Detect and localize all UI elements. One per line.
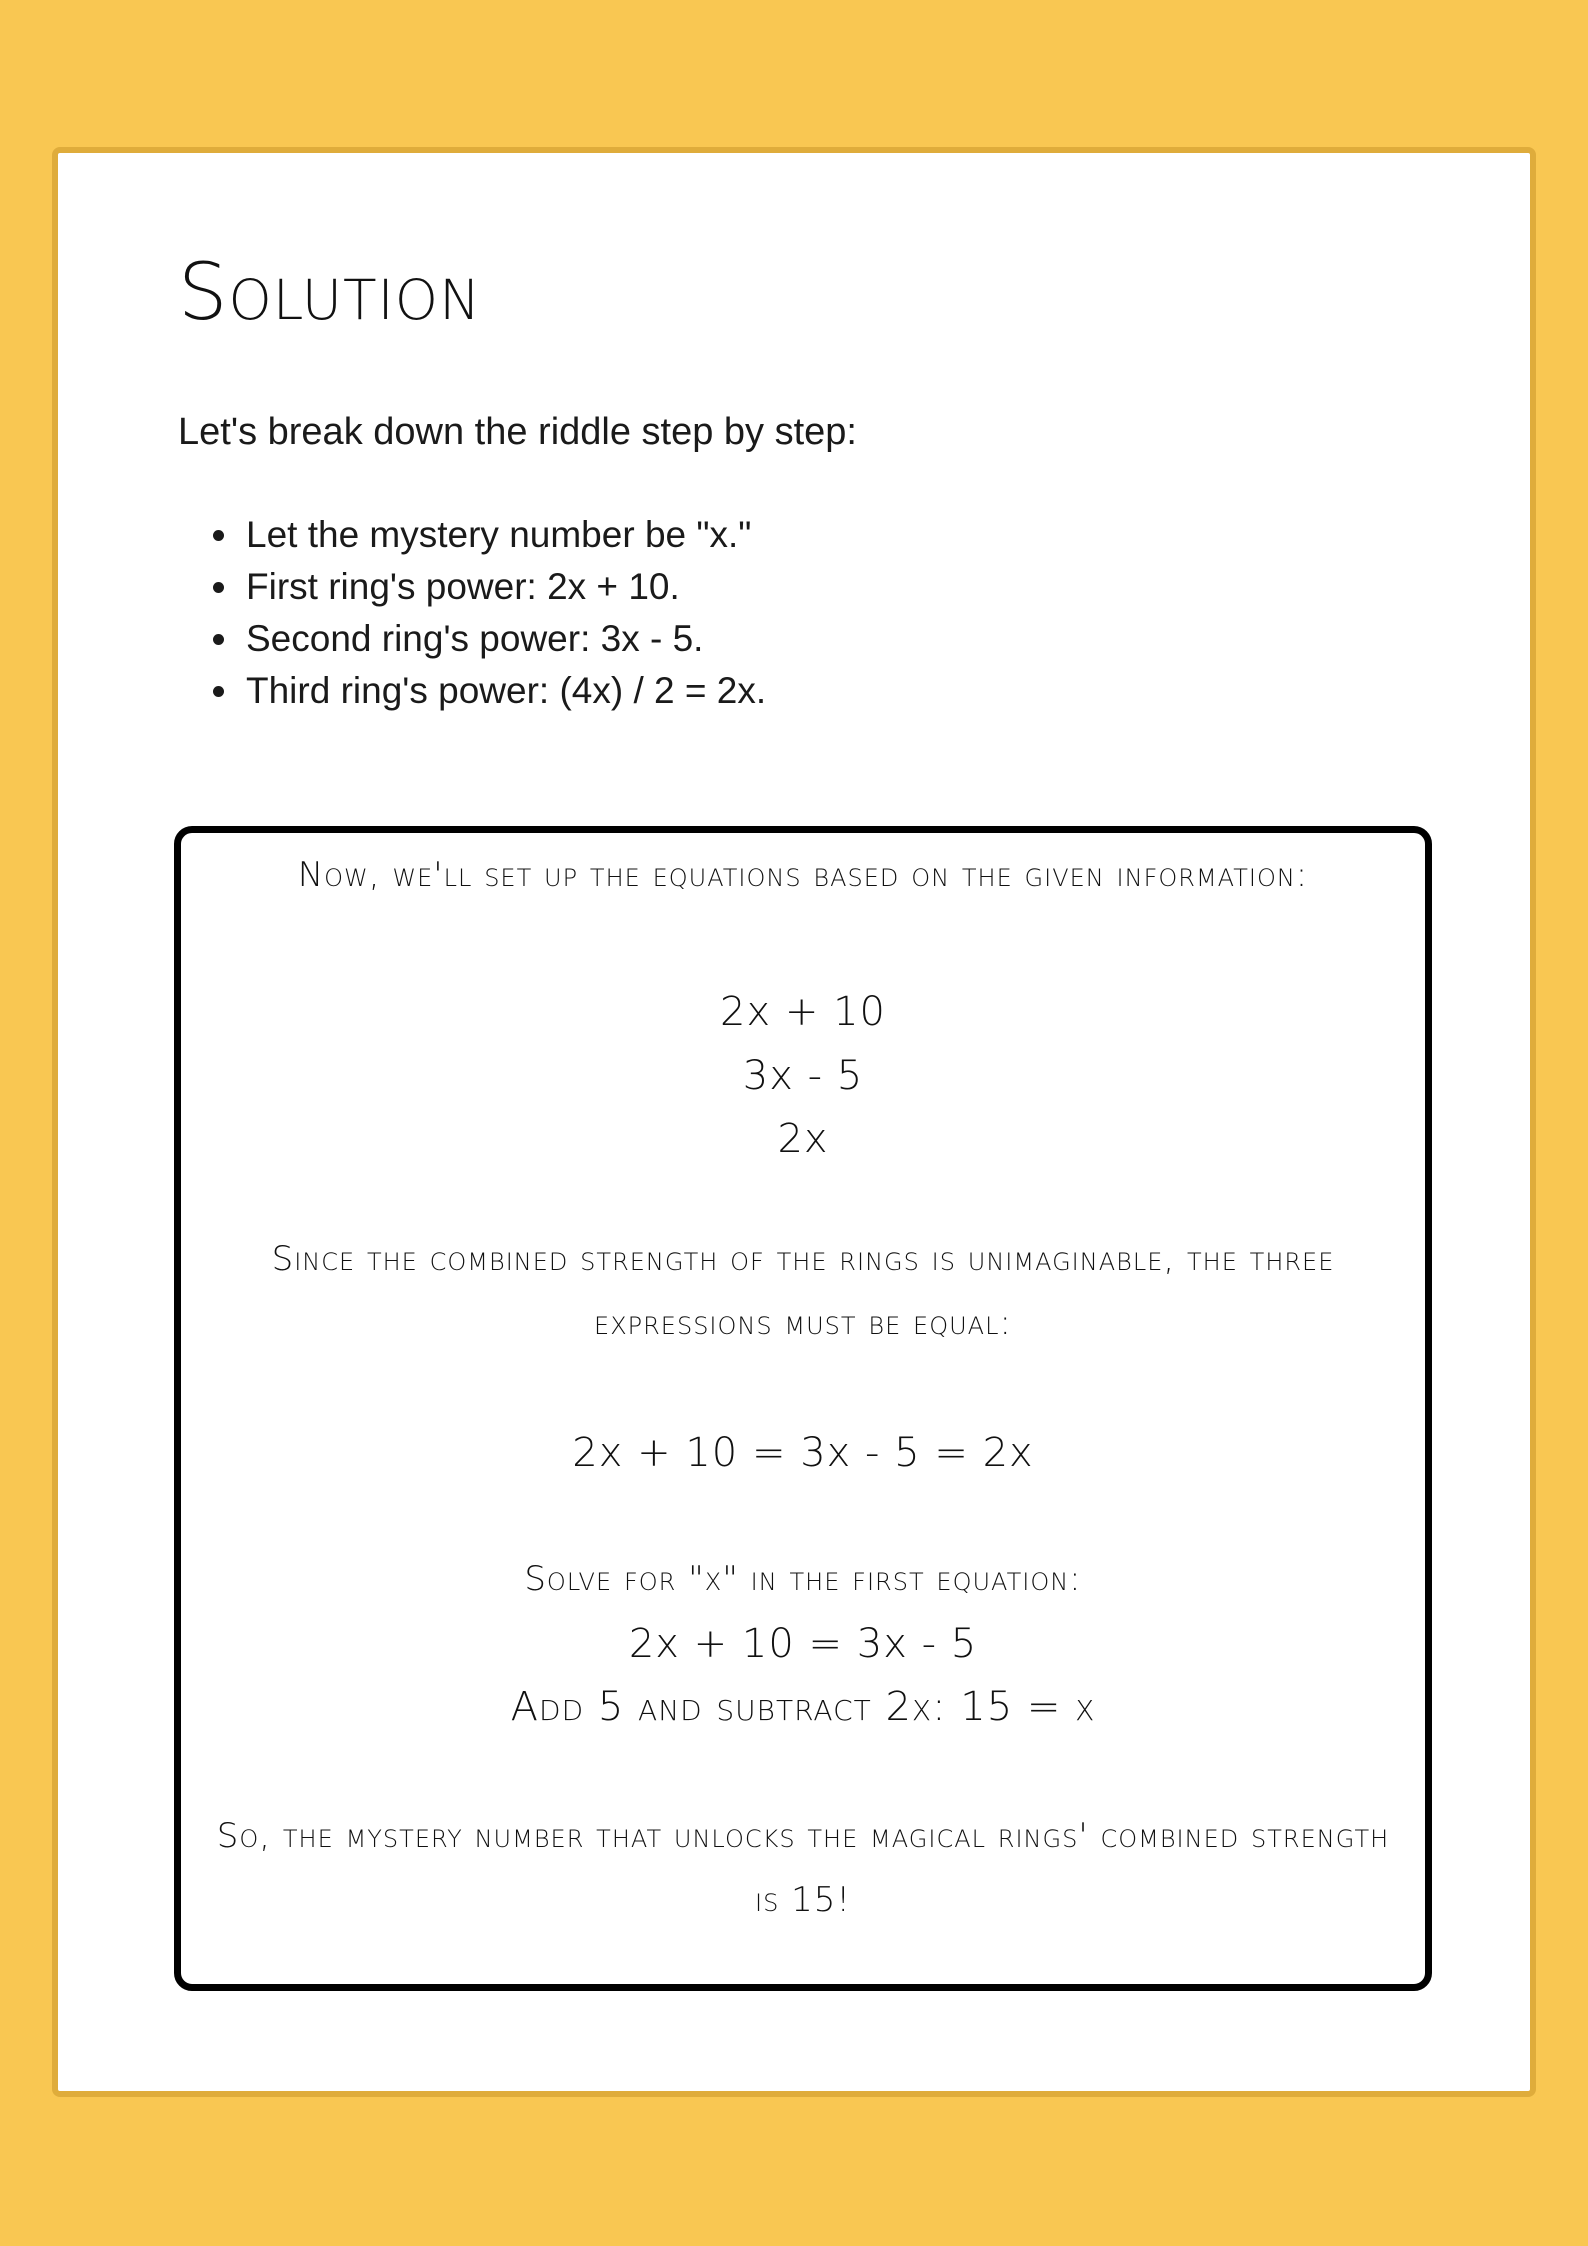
conclusion-text: So, the mystery number that unlocks the magical rings' combined strength is 15! xyxy=(216,1816,1390,1920)
steps-list xyxy=(178,509,766,717)
page-title: Solution xyxy=(178,248,482,338)
setup-text: Now, we'll set up the equations based on the given information: xyxy=(297,855,1309,895)
solve-text: Solve for "x" in the first equation: xyxy=(524,1559,1082,1599)
list-item: • Let the mystery number be "x." xyxy=(242,509,766,561)
solution-card xyxy=(52,147,1536,2097)
solve-equation: 2x + 10 = 3x - 5 xyxy=(628,1621,978,1667)
intro-text: Let's break down the riddle step by step: xyxy=(178,411,857,453)
equation-box xyxy=(174,826,1432,1991)
expression-third-ring: 2x xyxy=(777,1116,829,1162)
list-item: • First ring's power: 2x + 10. xyxy=(242,561,766,613)
equal-text: Since the combined strength of the rings is unimaginable, the three expressions must be equal: xyxy=(271,1239,1335,1343)
list-item: • Second ring's power: 3x - 5. xyxy=(242,613,766,665)
list-item: • Third ring's power: (4x) / 2 = 2x. xyxy=(242,665,766,717)
solve-step: Add 5 and subtract 2x: 15 = x xyxy=(510,1684,1096,1730)
expression-second-ring: 3x - 5 xyxy=(742,1053,864,1099)
expression-first-ring: 2x + 10 xyxy=(720,989,886,1035)
combined-equation: 2x + 10 = 3x - 5 = 2x xyxy=(572,1430,1034,1476)
